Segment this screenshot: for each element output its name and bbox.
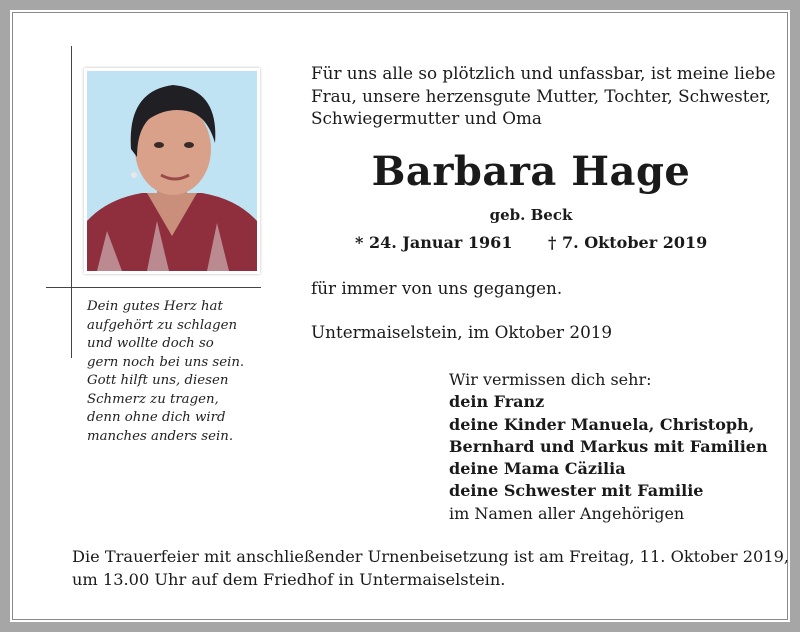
poem-line: gern noch bei uns sein. [87,354,245,370]
deceased-name: Barbara Hage [371,148,691,195]
mourners-lead: Wir vermissen dich sehr: [449,370,652,389]
funeral-notice [72,546,789,591]
intro-line: Schwiegermutter und Oma [311,108,542,128]
horizontal-rule [46,287,261,288]
mourner-name: deine Schwester mit Familie [449,481,704,501]
intro-line: Frau, unsere herzensgute Mutter, Tochter, Schwester, [311,85,771,106]
poem-line: Gott hilft uns, diesen [87,373,229,388]
poem-line: aufgehört zu schlagen [87,317,238,333]
intro-text [311,62,781,130]
portrait-photo [84,68,260,274]
poem-line: Schmerz zu tragen, [87,391,219,407]
vertical-rule [71,46,72,358]
life-dates [355,233,707,252]
poem-line: und wollte doch so [87,336,214,351]
maiden-name: geb. Beck [489,206,573,224]
mourners-closing: im Namen aller Angehörigen [449,503,685,523]
place-date: Untermaiselstein, im Oktober 2019 [311,322,613,342]
poem [87,298,277,446]
mourners-list [449,369,768,525]
birth-date: * 24. Januar 1961 [355,233,513,252]
mourner-name: deine Kinder Manuela, Christoph, [449,414,755,434]
poem-line: Dein gutes Herz hat [87,299,223,314]
mourner-name: Bernhard und Markus mit Familien [449,436,768,456]
poem-line: denn ohne dich wird [87,410,226,425]
portrait-illustration [87,71,257,271]
death-date: † 7. Oktober 2019 [548,233,708,252]
poem-line: manches anders sein. [87,428,234,444]
funeral-line: um 13.00 Uhr auf dem Friedhof in Untermaiselstein. [72,569,506,589]
mourner-name: dein Franz [449,392,545,412]
funeral-line: Die Trauerfeier mit anschließender Urnenbeisetzung ist am Freitag, 11. Oktober 2019, [72,547,790,566]
passed-text: für immer von uns gegangen. [311,278,563,298]
mourner-name: deine Mama Cäzilia [449,459,626,479]
intro-line: Für uns alle so plötzlich und unfassbar, ist meine liebe [311,63,776,83]
